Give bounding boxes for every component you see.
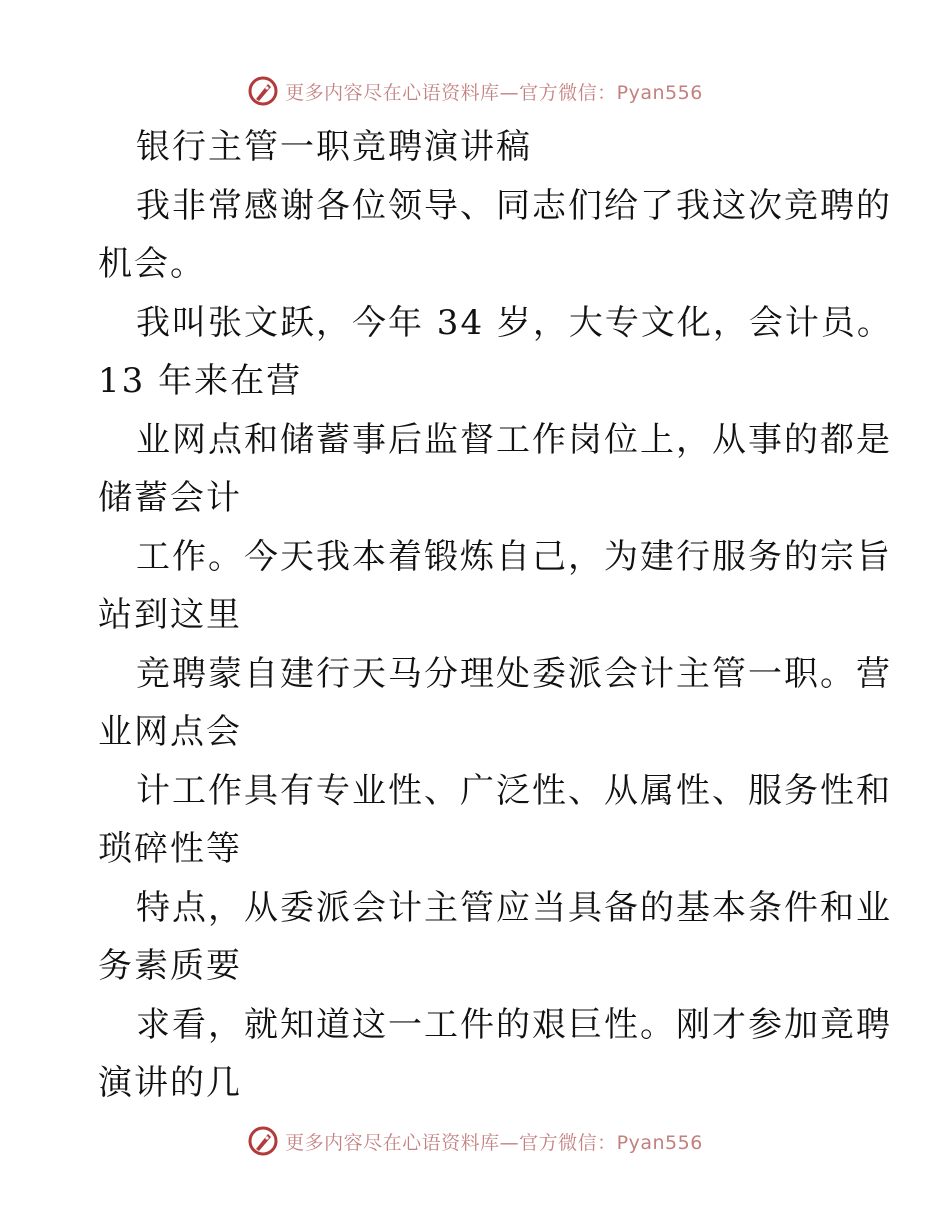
paragraph-line: 求看，就知道这一工件的艰巨性。刚才参加竟聘 xyxy=(136,1004,892,1045)
paragraph-line: 计工作具有专业性、广泛性、从属性、服务性和 xyxy=(136,770,892,811)
footer-banner-text: 更多内容尽在心语资料库—官方微信：Pyan556 xyxy=(285,1131,703,1154)
pen-nib-logo-icon xyxy=(247,1125,279,1157)
paragraph-line: 演讲的几 xyxy=(98,1063,242,1103)
footer-banner xyxy=(0,1121,950,1161)
paragraph-line: 竞聘蒙自建行天马分理处委派会计主管一职。营 xyxy=(136,653,892,694)
document-title: 银行主管一职竞聘演讲稿 xyxy=(136,127,532,167)
header-banner-text: 更多内容尽在心语资料库—官方微信：Pyan556 xyxy=(285,81,703,104)
paragraph-line: 13 年来在营 xyxy=(98,361,303,401)
paragraph-line: 储蓄会计 xyxy=(98,478,242,518)
paragraph-line: 机会。 xyxy=(98,244,206,284)
paragraph-line: 站到这里 xyxy=(98,595,242,635)
paragraph-line: 我叫张文跃，今年 34 岁，大专文化，会计员。 xyxy=(136,302,893,343)
paragraph-line: 特点，从委派会计主管应当具备的基本条件和业 xyxy=(136,887,892,928)
paragraph-line: 业网点和储蓄事后监督工作岗位上，从事的都是 xyxy=(136,419,892,460)
document-body xyxy=(98,118,893,1113)
paragraph-line: 琐碎性等 xyxy=(98,829,242,869)
paragraph-line: 工作。今天我本着锻炼自己，为建行服务的宗旨 xyxy=(136,536,892,577)
paragraph-line: 务素质要 xyxy=(98,946,242,986)
paragraph-line: 业网点会 xyxy=(98,712,242,752)
paragraph-line: 我非常感谢各位领导、同志们给了我这次竞聘的 xyxy=(136,185,892,226)
header-banner xyxy=(0,71,950,111)
pen-nib-logo-icon xyxy=(247,75,279,107)
